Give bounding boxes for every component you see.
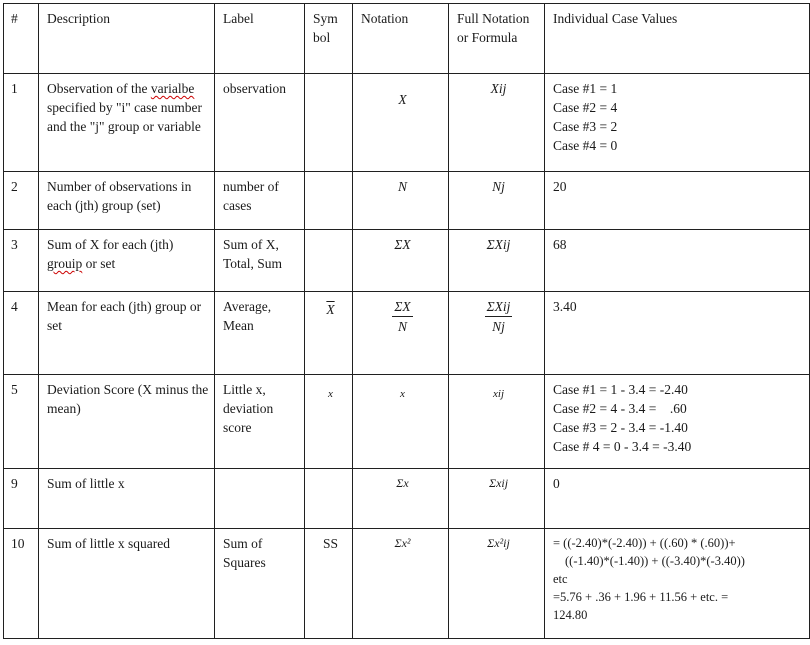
- row-notation: Σx: [353, 469, 449, 529]
- desc-text: specified by "i" case number and the "j" group or variable: [47, 100, 202, 134]
- table-row: [4, 529, 810, 639]
- case-value: Case #2 = 4: [553, 100, 618, 115]
- row-description: Sum of little x: [39, 469, 215, 529]
- case-value: Case #1 = 1: [553, 81, 618, 96]
- case-value: ((-1.40)*(-1.40)) + ((-3.40)*(-3.40)): [565, 554, 745, 568]
- row-num: 10: [4, 529, 39, 639]
- row-case-values: [545, 375, 810, 469]
- row-symbol: SS: [305, 529, 353, 639]
- case-value: Case #3 = 2 - 3.4 = -1.40: [553, 420, 688, 435]
- case-value: Case #2 = 4 - 3.4 = .60: [553, 401, 687, 416]
- row-full-notation: Σx²ij: [449, 529, 545, 639]
- table-row: [4, 375, 810, 469]
- row-label: number of cases: [215, 172, 305, 230]
- row-symbol: [305, 230, 353, 292]
- desc-text: or set: [82, 256, 116, 271]
- row-case-values: 0: [545, 469, 810, 529]
- row-case-values: 3.40: [545, 292, 810, 375]
- row-description: Number of observations in each (jth) group (set): [39, 172, 215, 230]
- row-num: 9: [4, 469, 39, 529]
- case-value: Case # 4 = 0 - 3.4 = -3.40: [553, 439, 692, 454]
- row-case-values: 68: [545, 230, 810, 292]
- row-description: Mean for each (jth) group or set: [39, 292, 215, 375]
- table-row: [4, 230, 810, 292]
- row-notation: X: [353, 74, 449, 172]
- misspelled-word: grouip: [47, 256, 83, 271]
- row-label: observation: [215, 74, 305, 172]
- case-value: 124.80: [553, 608, 588, 622]
- row-case-values: [545, 74, 810, 172]
- case-value: Case #4 = 0: [553, 138, 618, 153]
- row-notation: x: [353, 375, 449, 469]
- row-symbol: x: [305, 375, 353, 469]
- row-symbol: [305, 74, 353, 172]
- row-num: 4: [4, 292, 39, 375]
- numerator: ΣXij: [485, 297, 513, 317]
- row-full-notation: ΣXij: [449, 230, 545, 292]
- mean-symbol: $\overline{X}$: [326, 302, 335, 317]
- row-full-notation: Nj: [449, 172, 545, 230]
- header-row: [4, 4, 810, 74]
- row-num: 1: [4, 74, 39, 172]
- row-case-values: [545, 529, 810, 639]
- table-row: [4, 469, 810, 529]
- row-description: [39, 74, 215, 172]
- denominator: Nj: [492, 319, 505, 334]
- row-label: Average, Mean: [215, 292, 305, 375]
- desc-text: Sum of X for each (jth): [47, 237, 174, 252]
- row-full-notation: xij: [449, 375, 545, 469]
- row-symbol: [305, 469, 353, 529]
- table-row: [4, 172, 810, 230]
- row-description: Sum of little x squared: [39, 529, 215, 639]
- case-value: etc: [553, 572, 568, 586]
- desc-text: Observation of the: [47, 81, 151, 96]
- header-label: Label: [215, 4, 305, 74]
- row-notation: Σx²: [353, 529, 449, 639]
- denominator: N: [397, 319, 407, 334]
- row-num: 2: [4, 172, 39, 230]
- row-num: 3: [4, 230, 39, 292]
- case-value: = ((-2.40)*(-2.40)) + ((.60) * (.60))+: [553, 536, 736, 550]
- header-symbol: Sym bol: [305, 4, 353, 74]
- row-num: 5: [4, 375, 39, 469]
- row-notation: [353, 292, 449, 375]
- row-notation: N: [353, 172, 449, 230]
- header-case-values: Individual Case Values: [545, 4, 810, 74]
- row-case-values: 20: [545, 172, 810, 230]
- case-value: Case #3 = 2: [553, 119, 618, 134]
- fraction: [392, 297, 412, 336]
- case-value: Case #1 = 1 - 3.4 = -2.40: [553, 382, 688, 397]
- numerator: ΣX: [392, 297, 412, 317]
- misspelled-word: varialbe: [150, 81, 195, 96]
- header-notation: Notation: [353, 4, 449, 74]
- case-value: =5.76 + .36 + 1.96 + 11.56 + etc. =: [553, 590, 729, 604]
- statistics-notation-table: [3, 3, 810, 639]
- row-notation: ΣX: [353, 230, 449, 292]
- row-description: [39, 230, 215, 292]
- row-full-notation: Σxij: [449, 469, 545, 529]
- row-description: Deviation Score (X minus the mean): [39, 375, 215, 469]
- header-num: #: [4, 4, 39, 74]
- row-full-notation: [449, 292, 545, 375]
- header-full-notation: Full Notation or Formula: [449, 4, 545, 74]
- table-row: [4, 74, 810, 172]
- fraction: [485, 297, 513, 336]
- header-description: Description: [39, 4, 215, 74]
- row-label: Sum of X, Total, Sum: [215, 230, 305, 292]
- row-label: Sum of Squares: [215, 529, 305, 639]
- row-symbol: [305, 172, 353, 230]
- row-label: [215, 469, 305, 529]
- row-symbol: [305, 292, 353, 375]
- row-full-notation: Xij: [449, 74, 545, 172]
- row-label: Little x, deviation score: [215, 375, 305, 469]
- table-row: [4, 292, 810, 375]
